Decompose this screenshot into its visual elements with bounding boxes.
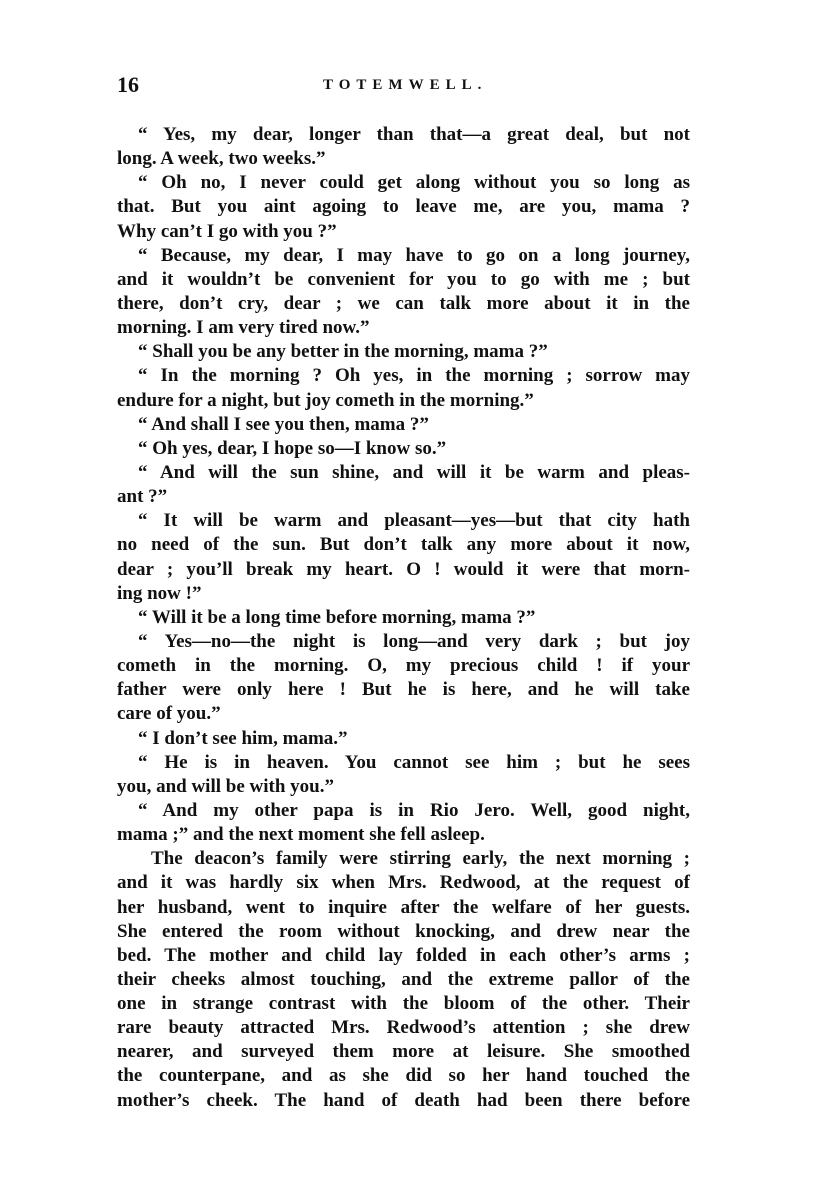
text-line: and it was hardly six when Mrs. Redwood, at the request of (117, 872, 690, 894)
text-line: morning. I am very tired now.” (117, 317, 370, 339)
text-line: you, and will be with you.” (117, 775, 334, 797)
text-line: The deacon’s family were stirring early, the next morning ; (151, 848, 690, 870)
text-line: “ And my other papa is in Rio Jero. Well, good night, (138, 799, 690, 821)
page-header (117, 71, 690, 99)
text-line: bed. The mother and child lay folded in each other’s arms ; (117, 944, 690, 966)
text-line: endure for a night, but joy cometh in the morning.” (117, 389, 534, 411)
text-line: father were only here ! But he is here, and he will take (117, 679, 690, 701)
text-line: long. A week, two weeks.” (117, 148, 326, 170)
text-line: her husband, went to inquire after the welfare of her guests. (117, 896, 690, 918)
text-line: one in strange contrast with the bloom of the other. Their (117, 993, 690, 1015)
text-line: ant ?” (117, 486, 168, 508)
text-line: “ Yes—no—the night is long—and very dark ; but joy (138, 630, 690, 652)
text-line: She entered the room without knocking, and drew near the (117, 920, 690, 942)
text-line: mama ;” and the next moment she fell asleep. (117, 824, 485, 846)
text-line: “ Yes, my dear, longer than that—a great deal, but not (138, 124, 690, 145)
running-title: TOTEMWELL. (323, 77, 488, 93)
text-line: there, don’t cry, dear ; we can talk more about it in the (117, 292, 690, 314)
text-line: “ It will be warm and pleasant—yes—but that city hath (138, 510, 690, 532)
text-line: dear ; you’ll break my heart. O ! would it were that morn- (117, 558, 690, 580)
text-line: that. But you aint agoing to leave me, are you, mama ? (117, 196, 690, 218)
page-number: 16 (117, 72, 139, 97)
text-line: “ In the morning ? Oh yes, in the morning ; sorrow may (138, 365, 690, 387)
text-line: “ Oh no, I never could get along without you so long as (138, 172, 690, 194)
text-line: “ And shall I see you then, mama ?” (138, 413, 429, 435)
body-text (117, 123, 690, 1113)
text-line: care of you.” (117, 703, 221, 725)
text-line: Why can’t I go with you ?” (117, 220, 337, 242)
text-line: cometh in the morning. O, my precious child ! if your (117, 655, 690, 677)
text-line: no need of the sun. But don’t talk any more about it now, (117, 534, 690, 556)
text-line: “ Oh yes, dear, I hope so—I know so.” (138, 437, 447, 459)
text-line: rare beauty attracted Mrs. Redwood’s attention ; she drew (117, 1017, 690, 1039)
text-line: and it wouldn’t be convenient for you to go with me ; but (117, 268, 690, 290)
text-line: their cheeks almost touching, and the extreme pallor of the (117, 968, 690, 990)
text-line: “ He is in heaven. You cannot see him ; but he sees (138, 751, 690, 773)
text-line: “ Will it be a long time before morning, mama ?” (138, 606, 536, 628)
text-line: the counterpane, and as she did so her hand touched the (117, 1065, 690, 1087)
text-line: “ Shall you be any better in the morning, mama ?” (138, 341, 548, 363)
text-line: “ And will the sun shine, and will it be warm and pleas- (138, 461, 690, 483)
text-line: “ Because, my dear, I may have to go on a long journey, (138, 244, 690, 266)
text-line: “ I don’t see him, mama.” (138, 727, 348, 749)
text-line: nearer, and surveyed them more at leisure. She smoothed (117, 1041, 690, 1063)
text-line: mother’s cheek. The hand of death had been there before (117, 1089, 690, 1111)
text-line: ing now !” (117, 582, 202, 604)
